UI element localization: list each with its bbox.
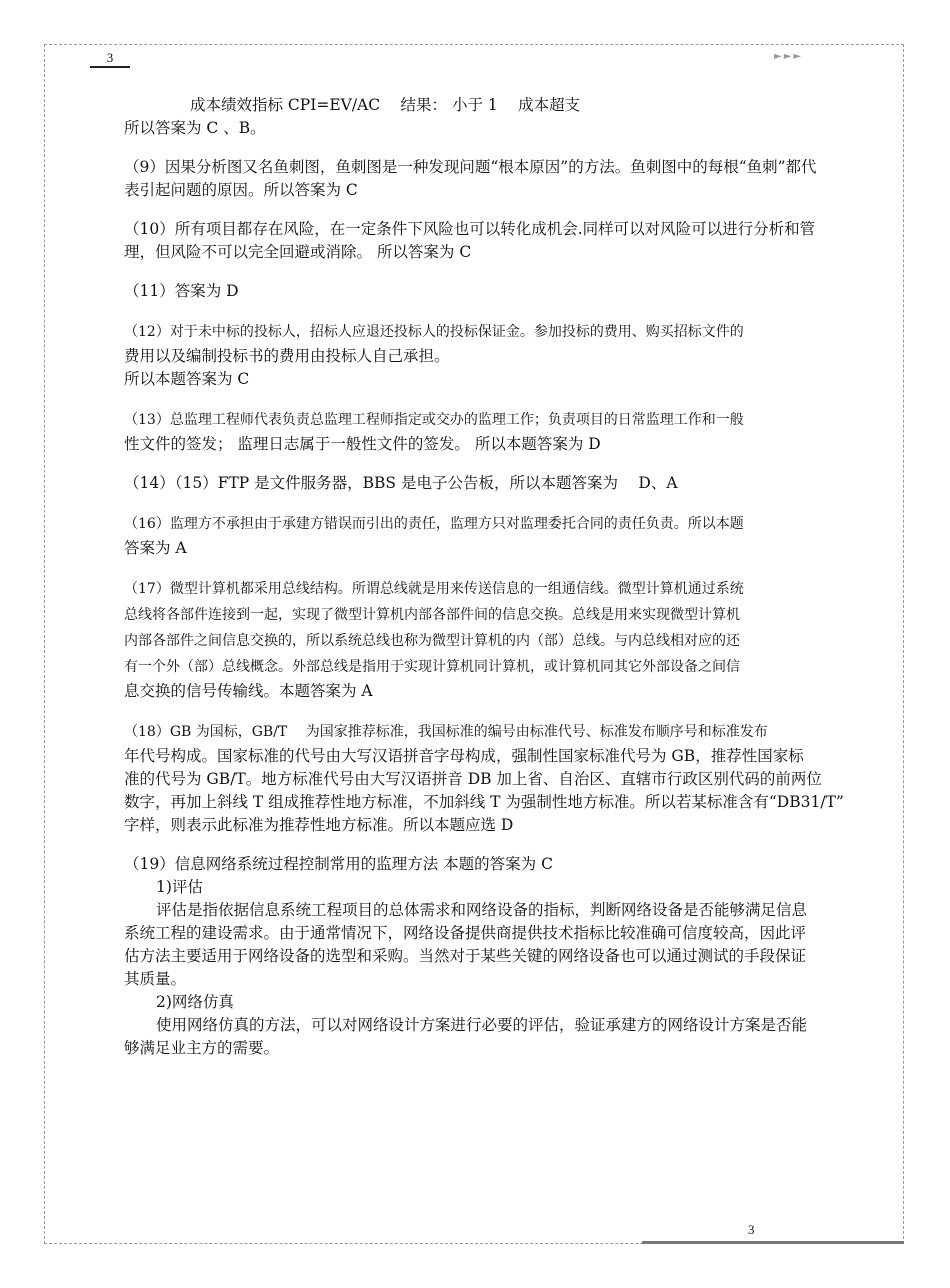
header-page-number: 3: [90, 50, 130, 68]
q18-line-3: 准的代号为 GB/T。地方标准代号由大写汉语拼音 DB 加上省、自治区、直辖市行政区别代码的前两位: [124, 770, 822, 788]
q17-line-3: 内部各部件之间信息交换的，所以系统总线也称为微型计算机的内（部）总线。与内总线相对应的还: [124, 633, 740, 649]
q19-sim-line-1: 使用网络仿真的方法，可以对网络设计方案进行必要的评估，验证承建方的网络设计方案是否能: [156, 1016, 808, 1034]
q18-line-5: 字样，则表示此标准为推荐性地方标准。所以本题应选 D: [124, 816, 514, 834]
q19-sim-line-2: 够满足业主方的需要。: [124, 1039, 280, 1057]
q9-line-2: 表引起问题的原因。所以答案为 C: [124, 181, 358, 199]
q14-15-line: （14）（15）FTP 是文件服务器，BBS 是电子公告板，所以本题答案为 D、A: [124, 474, 678, 492]
q12-line-3: 所以本题答案为 C: [124, 370, 250, 388]
q16-line-2: 答案为 A: [124, 539, 187, 557]
q19-line-1: （19）信息网络系统过程控制常用的监理方法 本题的答案为 C: [124, 855, 553, 873]
q19-eval-line-2: 系统工程的建设需求。由于通常情况下，网络设备提供商提供技术指标比较准确可信度较高，因此评: [124, 924, 807, 942]
document-body: [124, 94, 934, 1060]
q10-line-1: （10）所有项目都存在风险，在一定条件下风险也可以转化成机会.同样可以对风险可以进行分析和管: [124, 220, 816, 238]
q19-eval-line-1: 评估是指依据信息系统工程项目的总体需求和网络设备的指标，判断网络设备是否能够满足信息: [156, 901, 808, 919]
footer-bar: [642, 1241, 904, 1244]
q11-line: （11）答案为 D: [124, 282, 239, 300]
q13-line-2: 性文件的签发； 监理日志属于一般性文件的签发。 所以本题答案为 D: [124, 435, 601, 453]
q17-line-5: 息交换的信号传输线。本题答案为 A: [124, 682, 373, 700]
q17-line-2: 总线将各部件连接到一起，实现了微型计算机内部各部件间的信息交换。总线是用来实现微型计算机: [124, 607, 740, 623]
q10-line-2: 理，但风险不可以完全回避或消除。 所以答案为 C: [124, 243, 472, 261]
q9-line-1: （9）因果分析图又名鱼刺图，鱼刺图是一种发现问题“根本原因”的方法。鱼刺图中的每根“鱼刺”都代: [124, 158, 817, 176]
q19-subheading-evaluation: 1)评估: [156, 878, 203, 896]
answer-line: 所以答案为 C 、B。: [124, 119, 266, 137]
q12-line-2: 费用以及编制投标书的费用由投标人自己承担。: [124, 347, 450, 365]
footer-page-number: 3: [748, 1222, 755, 1237]
q18-line-1: （18）GB 为国标，GB/T 为国家推荐标准，我国标准的编号由标准代号、标准发布顺序号和标准发布: [124, 724, 768, 740]
q17-line-4: 有一个外（部）总线概念。外部总线是指用于实现计算机同计算机，或计算机同其它外部设备之间信: [124, 659, 740, 675]
q13-line-1: （13）总监理工程师代表负责总监理工程师指定或交办的监理工作；负责项目的日常监理工作和一般: [124, 412, 744, 428]
header-arrows-icon: ►►►: [774, 51, 804, 62]
q18-line-4: 数字，再加上斜线 T 组成推荐性地方标准，不加斜线 T 为强制性地方标准。所以若某标准含有“DB31/T”: [124, 793, 844, 811]
q16-line-1: （16）监理方不承担由于承建方错误而引出的责任，监理方只对监理委托合同的责任负责。所以本题: [124, 516, 744, 532]
q17-line-1: （17）微型计算机都采用总线结构。所谓总线就是用来传送信息的一组通信线。微型计算机通过系统: [124, 581, 744, 597]
q19-eval-line-3: 估方法主要适用于网络设备的选型和采购。当然对于某些关键的网络设备也可以通过测试的手段保证: [124, 947, 807, 965]
q19-eval-line-4: 其质量。: [124, 970, 187, 988]
q12-line-1: （12）对于未中标的投标人，招标人应退还投标人的投标保证金。参加投标的费用、购买招标文件的: [124, 324, 744, 340]
q19-subheading-simulation: 2)网络仿真: [156, 993, 234, 1011]
cpi-formula-line: 成本绩效指标 CPI=EV/AC 结果： 小于 1 成本超支: [190, 96, 581, 114]
q18-line-2: 年代号构成。国家标准的代号由大写汉语拼音字母构成，强制性国家标准代号为 GB，推荐性国家标: [124, 747, 804, 765]
